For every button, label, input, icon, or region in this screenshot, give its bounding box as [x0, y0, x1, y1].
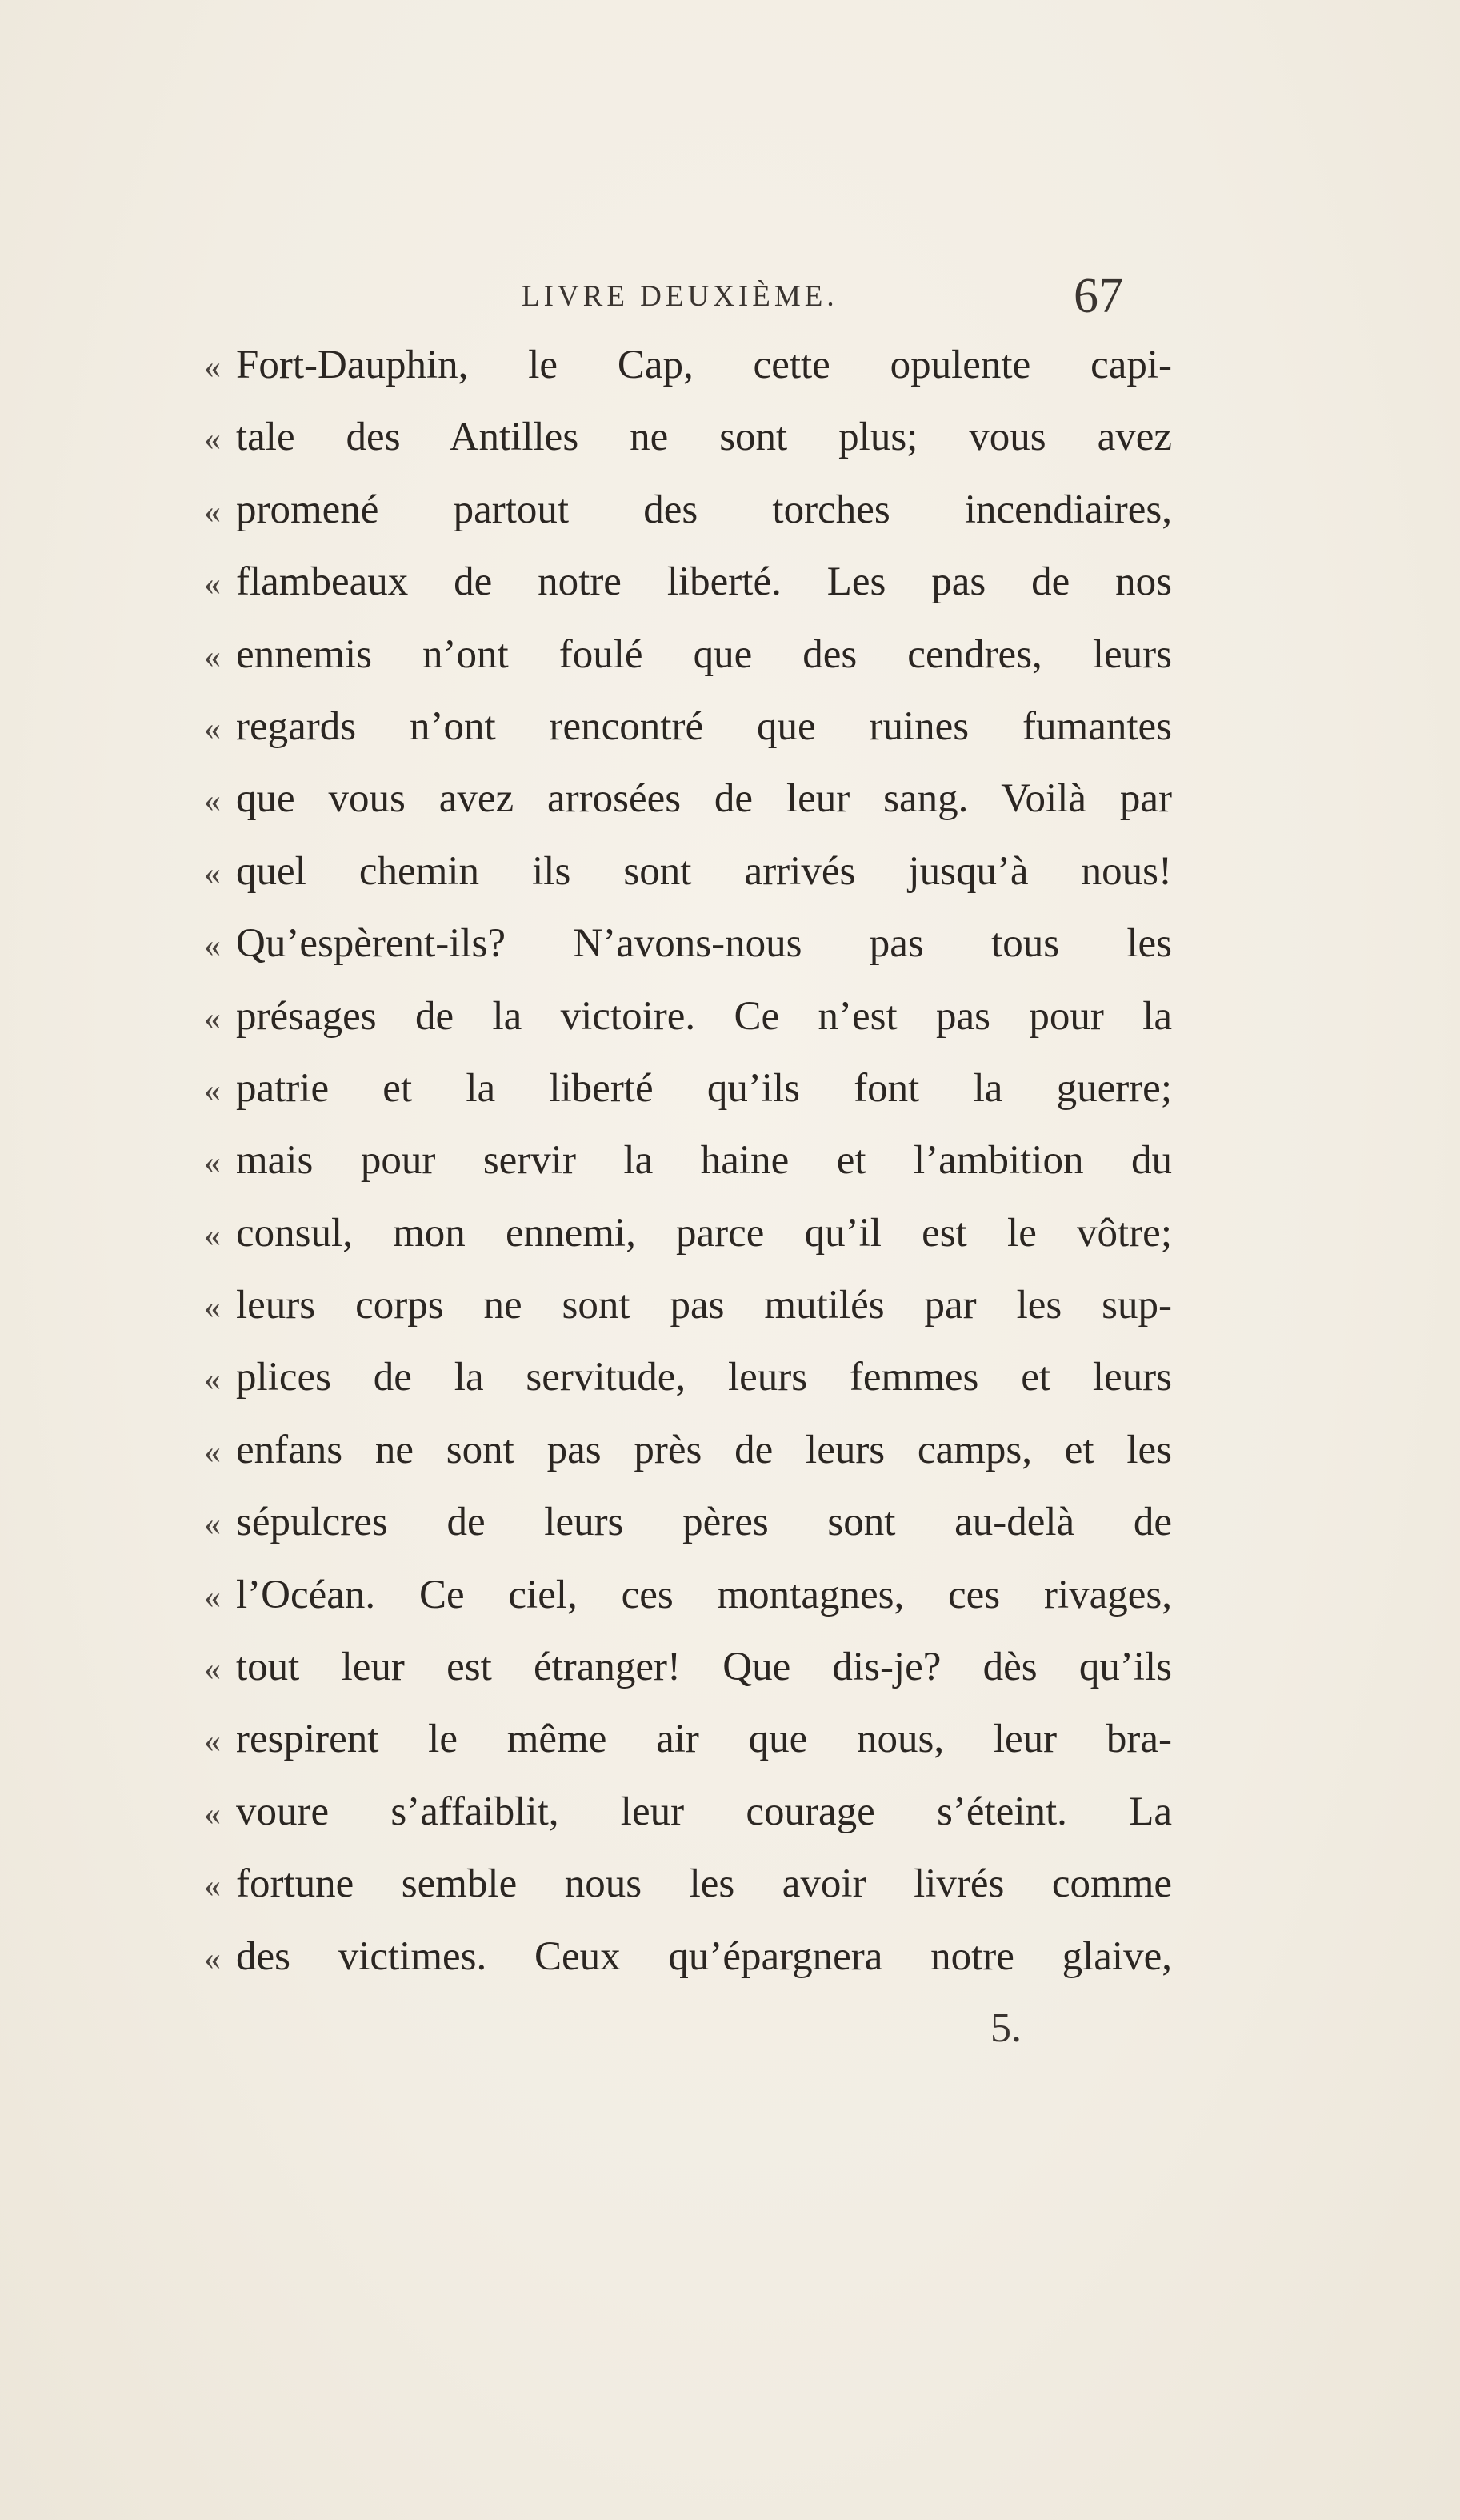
line-text: leurs corps ne sont pas mutilés par les sup-: [236, 1283, 1172, 1328]
line-text: mais pour servir la haine et l’ambition du: [236, 1138, 1172, 1184]
line-text: plices de la servitude, leurs femmes et leurs: [236, 1355, 1172, 1400]
text-line: [204, 775, 1172, 847]
text-line: [204, 487, 1172, 559]
line-text: flambeaux de notre liberté. Les pas de nos: [236, 559, 1172, 605]
line-text: présages de la victoire. Ce n’est pas pour la: [236, 993, 1172, 1039]
line-text: enfans ne sont pas près de leurs camps, et les: [236, 1427, 1172, 1472]
text-line: [204, 559, 1172, 631]
quote-mark: «: [204, 855, 221, 892]
quote-mark: «: [204, 349, 221, 386]
line-text: ennemis n’ont foulé que des cendres, leurs: [236, 631, 1172, 677]
quote-mark: «: [204, 1578, 221, 1616]
quote-mark: «: [204, 1072, 221, 1109]
line-text: tout leur est étranger! Que dis-je? dès qu’ils: [236, 1645, 1172, 1690]
line-text: fortune semble nous les avoir livrés comme: [236, 1861, 1172, 1907]
text-line: [204, 414, 1172, 486]
line-text: Qu’espèrent-ils? N’avons-nous pas tous les: [236, 921, 1172, 967]
line-text: promené partout des torches incendiaires,: [236, 487, 1172, 532]
line-text: sépulcres de leurs pères sont au-delà de: [236, 1500, 1172, 1545]
quote-mark: «: [204, 638, 221, 675]
line-text: que vous avez arrosées de leur sang. Voilà par: [236, 776, 1172, 822]
quote-mark: «: [204, 1289, 221, 1327]
quote-mark: «: [204, 1433, 221, 1471]
quote-mark: «: [204, 1651, 221, 1689]
text-line: [204, 1644, 1172, 1716]
text-line: [204, 1499, 1172, 1571]
text-line: [204, 1282, 1172, 1354]
quote-mark: «: [204, 566, 221, 603]
quote-mark: «: [204, 1000, 221, 1037]
line-text: des victimes. Ceux qu’épargnera notre glaive,: [236, 1933, 1172, 1979]
line-text: l’Océan. Ce ciel, ces montagnes, ces rivages,: [236, 1572, 1172, 1617]
page-header: [0, 268, 1460, 332]
text-line: [204, 703, 1172, 775]
text-line: [204, 1354, 1172, 1426]
text-line: [204, 1789, 1172, 1861]
quote-mark: «: [204, 783, 221, 820]
line-text: voure s’affaiblit, leur courage s’éteint. La: [236, 1789, 1172, 1834]
quote-mark: «: [204, 1506, 221, 1544]
line-text: regards n’ont rencontré que ruines fumantes: [236, 703, 1172, 749]
quote-mark: «: [204, 927, 221, 965]
text-line: [204, 1065, 1172, 1137]
quote-mark: «: [204, 493, 221, 531]
line-text: quel chemin ils sont arrivés jusqu’à nous!: [236, 848, 1172, 894]
quote-mark: «: [204, 1361, 221, 1399]
text-line: [204, 993, 1172, 1065]
quote-mark: «: [204, 421, 221, 459]
quote-mark: «: [204, 1216, 221, 1254]
text-line: [204, 342, 1172, 414]
quote-mark: «: [204, 1868, 221, 1905]
text-line: [204, 1933, 1172, 2005]
quote-mark: «: [204, 1723, 221, 1761]
text-line: [204, 1861, 1172, 1933]
text-line: [204, 1210, 1172, 1282]
text-line: [204, 1427, 1172, 1499]
line-text: tale des Antilles ne sont plus; vous avez: [236, 415, 1172, 460]
quote-mark: «: [204, 1940, 221, 1977]
line-text: consul, mon ennemi, parce qu’il est le vôtre;: [236, 1210, 1172, 1256]
text-line: [204, 848, 1172, 920]
text-line: [204, 631, 1172, 703]
text-line: [204, 1137, 1172, 1209]
quote-mark: «: [204, 1795, 221, 1833]
page-number: 67: [1074, 269, 1123, 323]
text-line: [204, 1572, 1172, 1644]
line-text: patrie et la liberté qu’ils font la guerre;: [236, 1065, 1172, 1111]
quote-mark: «: [204, 710, 221, 747]
signature-mark: 5.: [990, 2005, 1022, 2051]
quote-mark: «: [204, 1144, 221, 1182]
line-text: Fort-Dauphin, le Cap, cette opulente capi-: [236, 343, 1172, 387]
body-text: [204, 342, 1172, 2005]
text-line: [204, 1716, 1172, 1788]
text-line: [204, 920, 1172, 992]
running-title: LIVRE DEUXIÈME.: [522, 280, 838, 313]
line-text: respirent le même air que nous, leur bra-: [236, 1717, 1172, 1762]
